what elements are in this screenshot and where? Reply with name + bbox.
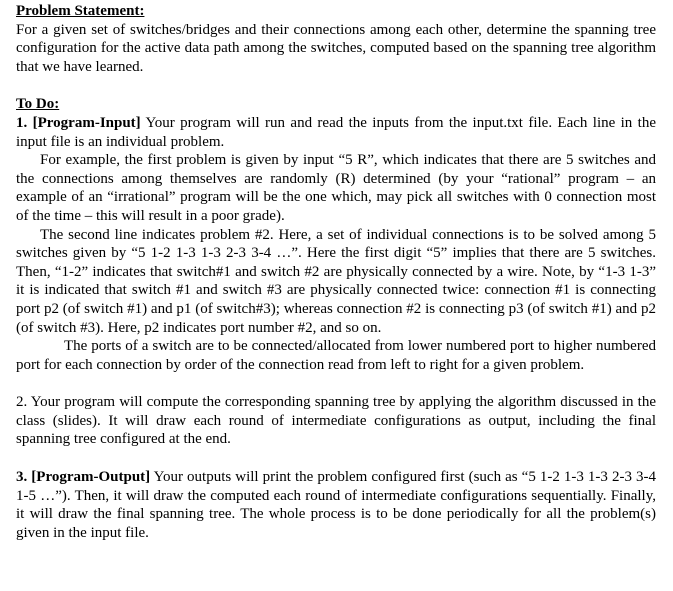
todo-item-2: 2. Your program will compute the corresponding spanning tree by applying the algorithm discussed in the class (slides). It will draw each round of intermediate configurations as output, including the final spanning tree configured at the end.: [16, 394, 656, 448]
spacer: [16, 76, 656, 95]
program-input-label: [Program-Input]: [32, 114, 141, 131]
item-1-number: 1.: [16, 114, 28, 131]
document-page: [16, 0, 656, 542]
spacer: [16, 449, 656, 468]
item-3-number: 3.: [16, 469, 28, 486]
item-1-lead: Your program will run and read the inputs from the input.txt file. Each line in the input file is an individual problem.: [16, 114, 656, 150]
todo-item-1-example: For example, the first problem is given by input “5 R”, which indicates that there are 5 switches and the connections among themselves are randomly (R) determined (by your “rational” program – an example of an “irrational” program will be the one which, may pick all switches with 0 connection most of the time – this will result in a poor grade).: [16, 152, 656, 224]
todo-heading: To Do:: [16, 96, 60, 113]
spacer: [16, 374, 656, 393]
item-3-text: Your outputs will print the problem configured first (such as “5 1-2 1-3 1-3 2-3 3-4 1-5 …”). Then, it will draw the computed each round of intermediate configurations sequentially. Finally, it will draw the final spanning tree. The whole process is to be done periodically for all the problem(s) given in the input file.: [16, 469, 656, 541]
problem-statement-heading: Problem Statement:: [16, 3, 145, 19]
problem-statement-body: For a given set of switches/bridges and their connections among each other, determine the spanning tree configuration for the active data path among the switches, computed based on the spanning tree algorithm that we have learned.: [16, 21, 656, 75]
program-output-label: [Program-Output]: [31, 469, 151, 486]
todo-item-1-ports: The ports of a switch are to be connected/allocated from lower numbered port to higher numbered port for each connection by order of the connection read from left to right for a given problem.: [16, 338, 656, 373]
todo-item-3: [16, 468, 656, 542]
todo-item-1-second-line: The second line indicates problem #2. Here, a set of individual connections is to be solved among 5 switches given by “5 1-2 1-3 1-3 2-3 3-4 …”. Here the first digit “5” implies that there are 5 switches. Then, “1-2” indicates that switch#1 and switch #2 are physically connected by a wire. Note, by “1-3 1-3” it is indicated that switch #1 and switch #3 are physically connected twice: connection #1 is connecting port p2 (of switch #1) and p1 (of switch#3); whereas connection #2 is connecting p3 (of switch #1) and p2 (of switch #3). Here, p2 indicates port number #2, and so on.: [16, 226, 656, 336]
todo-item-1-intro: [16, 114, 656, 151]
